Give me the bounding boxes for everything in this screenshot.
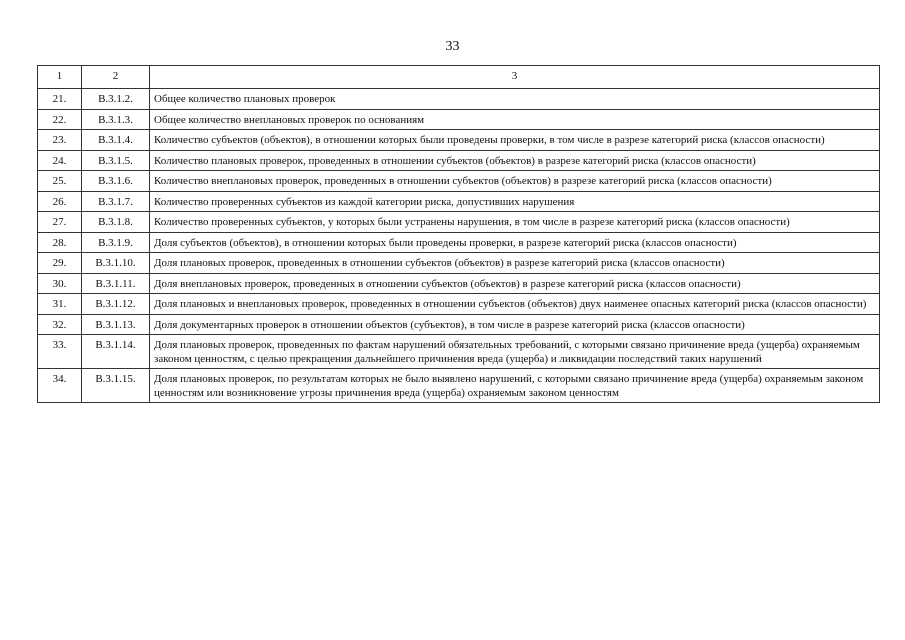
row-number: 30. [38, 273, 82, 294]
indicator-code: В.3.1.2. [82, 89, 150, 110]
indicator-code: В.3.1.14. [82, 335, 150, 369]
table-row [38, 314, 880, 335]
indicator-code: В.3.1.10. [82, 253, 150, 274]
indicator-code: В.3.1.11. [82, 273, 150, 294]
row-number: 29. [38, 253, 82, 274]
table-row [38, 253, 880, 274]
column-header: 3 [150, 66, 880, 89]
row-number: 28. [38, 232, 82, 253]
page-number: 33 [445, 39, 460, 54]
indicator-description: Количество внеплановых проверок, проведенных в отношении субъектов (объектов) в разрезе категорий риска (классов опасности) [150, 171, 880, 192]
indicator-code: В.3.1.5. [82, 150, 150, 171]
indicator-description: Доля внеплановых проверок, проведенных в отношении субъектов (объектов) в разрезе категорий риска (классов опасности) [150, 273, 880, 294]
indicator-code: В.3.1.7. [82, 191, 150, 212]
indicator-code: В.3.1.6. [82, 171, 150, 192]
indicator-description: Общее количество внеплановых проверок по основаниям [150, 109, 880, 130]
table-row [38, 191, 880, 212]
indicator-code: В.3.1.9. [82, 232, 150, 253]
indicator-code: В.3.1.4. [82, 130, 150, 151]
table-row [38, 130, 880, 151]
indicator-description: Доля плановых проверок, проведенных по фактам нарушений обязательных требований, с которыми связано причинение вреда (ущерба) охраняемым законом ценностям, с целью прекращения дальнейшего причинения вреда (ущерба) и ликвидации последствий таких нарушений [150, 335, 880, 369]
table-row [38, 150, 880, 171]
row-number: 25. [38, 171, 82, 192]
row-number: 33. [38, 335, 82, 369]
table-row [38, 212, 880, 233]
table-header-row [38, 66, 880, 89]
row-number: 26. [38, 191, 82, 212]
row-number: 21. [38, 89, 82, 110]
indicator-description: Доля плановых и внеплановых проверок, проведенных в отношении субъектов (объектов) двух наименее опасных категорий риска (классов опасности) [150, 294, 880, 315]
row-number: 31. [38, 294, 82, 315]
table-body [38, 66, 880, 403]
indicator-code: В.3.1.15. [82, 369, 150, 403]
table-row [38, 335, 880, 369]
row-number: 32. [38, 314, 82, 335]
row-number: 22. [38, 109, 82, 130]
indicator-description: Количество проверенных субъектов из каждой категории риска, допустивших нарушения [150, 191, 880, 212]
table-row [38, 109, 880, 130]
indicator-description: Доля субъектов (объектов), в отношении которых были проведены проверки, в разрезе категорий риска (классов опасности) [150, 232, 880, 253]
indicator-description: Доля плановых проверок, проведенных в отношении субъектов (объектов) в разрезе категорий риска (классов опасности) [150, 253, 880, 274]
row-number: 27. [38, 212, 82, 233]
indicator-description: Общее количество плановых проверок [150, 89, 880, 110]
table-row [38, 89, 880, 110]
column-header: 1 [38, 66, 82, 89]
table-row [38, 294, 880, 315]
indicator-code: В.3.1.3. [82, 109, 150, 130]
table-row [38, 369, 880, 403]
row-number: 24. [38, 150, 82, 171]
indicator-description: Количество проверенных субъектов, у которых были устранены нарушения, в том числе в разрезе категорий риска (классов опасности) [150, 212, 880, 233]
column-header: 2 [82, 66, 150, 89]
table-row [38, 171, 880, 192]
table-row [38, 273, 880, 294]
indicator-code: В.3.1.8. [82, 212, 150, 233]
indicator-description: Доля плановых проверок, по результатам которых не было выявлено нарушений, с которыми связано причинение вреда (ущерба) охраняемым законом ценностям или возникновение угрозы причинения вреда (ущерба) охраняемым законом ценностям [150, 369, 880, 403]
table-row [38, 232, 880, 253]
indicator-description: Количество плановых проверок, проведенных в отношении субъектов (объектов) в разрезе категорий риска (классов опасности) [150, 150, 880, 171]
indicator-code: В.3.1.12. [82, 294, 150, 315]
indicator-code: В.3.1.13. [82, 314, 150, 335]
row-number: 34. [38, 369, 82, 403]
indicators-table [37, 65, 880, 403]
indicator-description: Доля документарных проверок в отношении объектов (субъектов), в том числе в разрезе категорий риска (классов опасности) [150, 314, 880, 335]
indicator-description: Количество субъектов (объектов), в отношении которых были проведены проверки, в том числе в разрезе категорий риска (классов опасности) [150, 130, 880, 151]
row-number: 23. [38, 130, 82, 151]
